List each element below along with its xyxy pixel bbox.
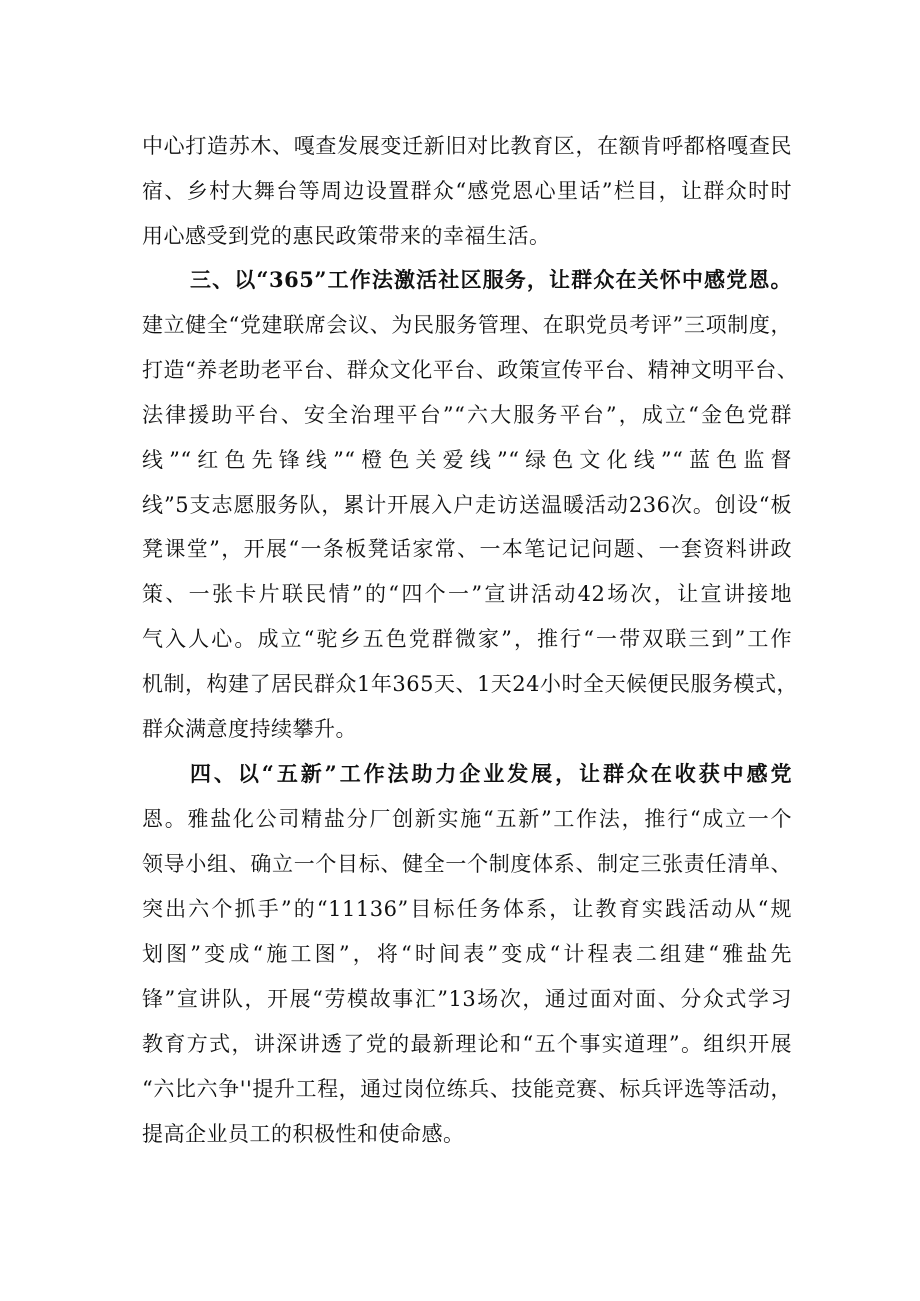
paragraph-line: 中心打造苏木、嘎查发展变迁新旧对比教育区，在额肯呼都格嘎查民: [142, 134, 792, 158]
paragraph-line: 线”“红色先锋线”“橙色关爱线”“绿色文化线”“蓝色监督: [142, 448, 792, 472]
paragraph-line: 领导小组、确立一个目标、健全一个制度体系、制定三张责任清单、: [142, 852, 792, 876]
paragraph-line: 教育方式，讲深讲透了党的最新理论和“五个事实道理”。组织开展: [142, 1032, 792, 1056]
paragraph-line: 建立健全“党建联席会议、为民服务管理、在职党员考评”三项制度，: [142, 313, 792, 337]
section-heading-4: 四、以“五新”工作法助力企业发展，让群众在收获中感党: [190, 761, 792, 786]
paragraph-line: 线”5支志愿服务队，累计开展入户走访送温暖活动236次。创设“板: [142, 493, 792, 517]
paragraph-line: 群众满意度持续攀升。: [142, 717, 357, 741]
paragraph-line: “六比六争''提升工程，通过岗位练兵、技能竞赛、标兵评选等活动，: [142, 1077, 792, 1101]
paragraph-line: 宿、乡村大舞台等周边设置群众“感党恩心里话”栏目，让群众时时: [142, 179, 792, 203]
paragraph-line: 用心感受到党的惠民政策带来的幸福生活。: [142, 224, 551, 248]
paragraph-line: 打造“养老助老平台、群众文化平台、政策宣传平台、精神文明平台、: [142, 358, 799, 382]
paragraph-line: 划图”变成“施工图”，将“时间表”变成“计程表二组建“雅盐先: [142, 942, 792, 966]
paragraph-line: 锋”宣讲队，开展“劳模故事汇”13场次，通过面对面、分众式学习: [142, 987, 792, 1011]
paragraph-line: 凳课堂”，开展“一条板凳话家常、一本笔记记问题、一套资料讲政: [142, 537, 792, 561]
paragraph-line: 提高企业员工的积极性和使命感。: [142, 1122, 465, 1146]
section-heading-3: 三、以“365”工作法激活社区服务，让群众在关怀中感党恩。: [190, 267, 792, 292]
paragraph-line: 策、一张卡片联民情”的“四个一”宣讲活动42场次，让宣讲接地: [142, 582, 792, 606]
paragraph-line: 气入人心。成立“驼乡五色党群微家”，推行“一带双联三到”工作: [142, 627, 792, 651]
paragraph-line: 恩。雅盐化公司精盐分厂创新实施“五新”工作法，推行“成立一个: [142, 807, 792, 831]
paragraph-line: 法律援助平台、安全治理平台”“六大服务平台”，成立“金色党群: [142, 403, 792, 427]
paragraph-line: 机制，构建了居民群众1年365天、1天24小时全天候便民服务模式，: [142, 672, 799, 696]
paragraph-line: 突出六个抓手”的“11136”目标任务体系，让教育实践活动从“规: [142, 897, 792, 921]
